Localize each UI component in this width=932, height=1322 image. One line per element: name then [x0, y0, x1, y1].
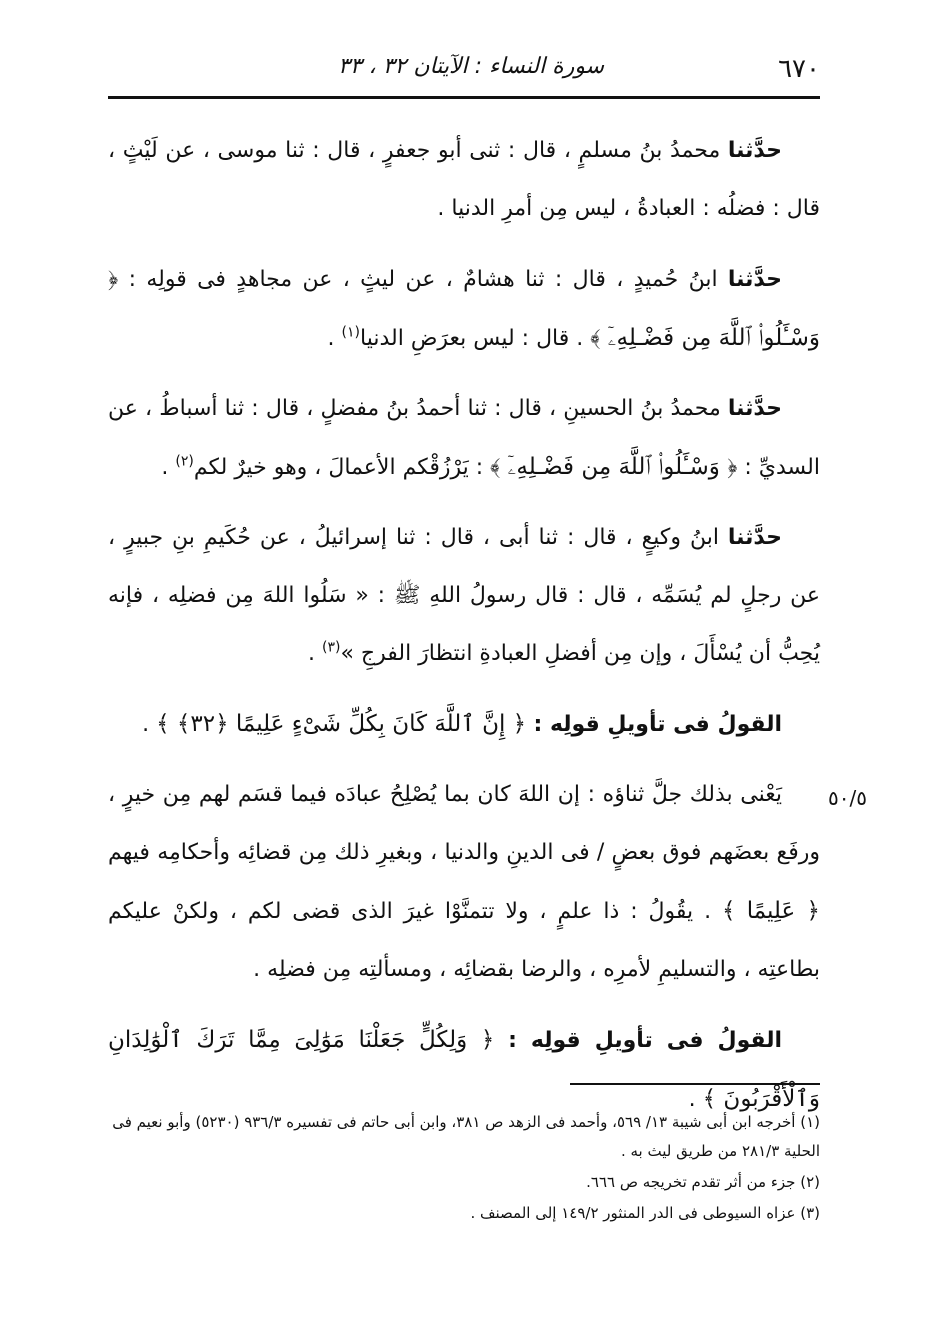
- heading-lead: القولُ فى تأويلِ قولِه :: [533, 712, 782, 737]
- header-rule: [108, 96, 820, 99]
- quran-quote: ﴿ عَلِيمًا ﴾: [721, 898, 820, 924]
- paragraph-end: .: [161, 455, 176, 480]
- paragraph-end: .: [307, 641, 322, 666]
- paragraph-end: .: [327, 326, 342, 351]
- paragraph-lead: حدَّثنا: [727, 267, 782, 292]
- paragraph-text: : يَرْزُقْكم الأعمالَ ، وهو خيرٌ لكم: [193, 455, 491, 480]
- paragraph-lead: حدَّثنا: [727, 525, 782, 550]
- hadith-paragraph-2: [108, 250, 820, 368]
- main-text: [108, 122, 820, 1141]
- margin-note: ٥٠/٥: [828, 786, 867, 810]
- quran-quote: ﴿ إِنَّ ٱللَّهَ كَانَ بِكُلِّ شَىْءٍ عَلِيمًا ﴿٣٢﴾ ﴾: [156, 711, 534, 737]
- footnote-ref: (١): [341, 324, 360, 341]
- hadith-paragraph-3: [108, 380, 820, 497]
- quran-quote: ﴿ وَلِكُلٍّ جَعَلْنَا مَوَٰلِىَ مِمَّا تَرَكَ ٱلْوَٰلِدَانِ وَٱلْأَقْرَبُونَ ﴾: [108, 1027, 820, 1112]
- paragraph-text: ابنُ وكيعٍ ، قال : ثنا أبى ، قال : ثنا إسرائيلُ ، عن حُكَيمِ بنِ جبيرٍ ، عن رجلٍ لم يُسَمِّه ، قال : قال رسولُ اللهِ ﷺ : « سَلُوا اللهَ مِن فضلِه ، فإنه يُحِبُّ أن يُسْأَلَ ، وإن مِن أفضلِ العبادةِ انتظارَ الفرجِ »: [108, 525, 820, 666]
- paragraph-lead: حدَّثنا: [727, 138, 782, 163]
- paragraph-text: . قال : ليس بعرَضِ الدنيا: [360, 326, 591, 351]
- paragraph-text: . يقُولُ : ذا علمٍ ، ولا تتمنَّوْا غيرَ الذى قضى لكم ، ولكنْ عليكم بطاعتِه ، والتسليمِ لأمرِه ، والرضا بقضائِه ، ومسألتِه مِن فضلِه .: [108, 899, 820, 982]
- quran-quote: ﴿ وَسْـَٔلُوا۟ ٱللَّهَ مِن فَضْـلِهِۦٓ ﴾: [490, 454, 738, 480]
- page-number: ٦٧٠: [778, 54, 820, 84]
- paragraph-text: محمدُ بنُ مسلمٍ ، قال : ثنى أبو جعفرٍ ، قال : ثنا موسى ، عن لَيْثٍ ، قال : فضلُه : العبادةُ ، ليس مِن أمرِ الدنيا .: [108, 138, 820, 221]
- running-title: سورة النساء : الآيتان ٣٢ ، ٣٣: [338, 54, 605, 79]
- quran-quote: ﴿ وَسْـَٔلُوا۟ ٱللَّهَ مِن فَضْـلِهِۦٓ ﴾: [108, 266, 820, 351]
- hadith-paragraph-4: [108, 509, 820, 683]
- section-heading-1: [108, 695, 820, 754]
- paragraph-text: محمدُ بنُ الحسينِ ، قال : ثنا أحمدُ بنُ مفضلٍ ، قال : ثنا أسباطُ ، عن السديِّ :: [108, 396, 820, 480]
- footnotes: [108, 1108, 820, 1230]
- footnote-rule: [570, 1083, 820, 1085]
- footnote-3: (٣) عزاه السيوطى فى الدر المنثور ١٤٩/٢ إلى المصنف .: [470, 1204, 820, 1222]
- paragraph-text: ابنُ حُميدٍ ، قال : ثنا هشامٌ ، عن ليثٍ ، عن مجاهدٍ فى قولِه :: [118, 267, 728, 292]
- heading-lead: القولُ فى تأويلِ قولِه :: [508, 1028, 783, 1053]
- explanation-paragraph: [108, 766, 820, 999]
- footnote-2: (٢) جزء من أثر تقدم تخريجه ص ٦٦٦.: [586, 1173, 820, 1191]
- footnote-ref: (٢): [175, 453, 194, 470]
- paragraph-lead: حدَّثنا: [727, 396, 782, 421]
- heading-end: .: [142, 712, 157, 737]
- footnote-1: (١) أخرجه ابن أبى شيبة ١٣/ ٥٦٩، وأحمد فى الزهد ص ٣٨١، وابن أبى حاتم فى تفسيره ٩٣٦/٣ (٥٢٣٠) وأبو نعيم فى الحلية ٢٨١/٣ من طريق ليث به .: [112, 1113, 820, 1160]
- hadith-paragraph-1: [108, 122, 820, 238]
- page-header: [108, 46, 820, 92]
- paragraph-text: يَعْنى بذلك جلَّ ثناؤه : إن اللهَ كان بما يُصْلِحُ عبادَه فيما قسَم لهم مِن خيرٍ ، ورفَع بعضَهم فوق بعضٍ / فى الدينِ والدنيا ، وبغيرِ ذلك مِن قضائِه وأحكامِه فيهم: [108, 782, 820, 865]
- heading-end: .: [688, 1087, 703, 1112]
- footnote-ref: (٣): [321, 639, 341, 656]
